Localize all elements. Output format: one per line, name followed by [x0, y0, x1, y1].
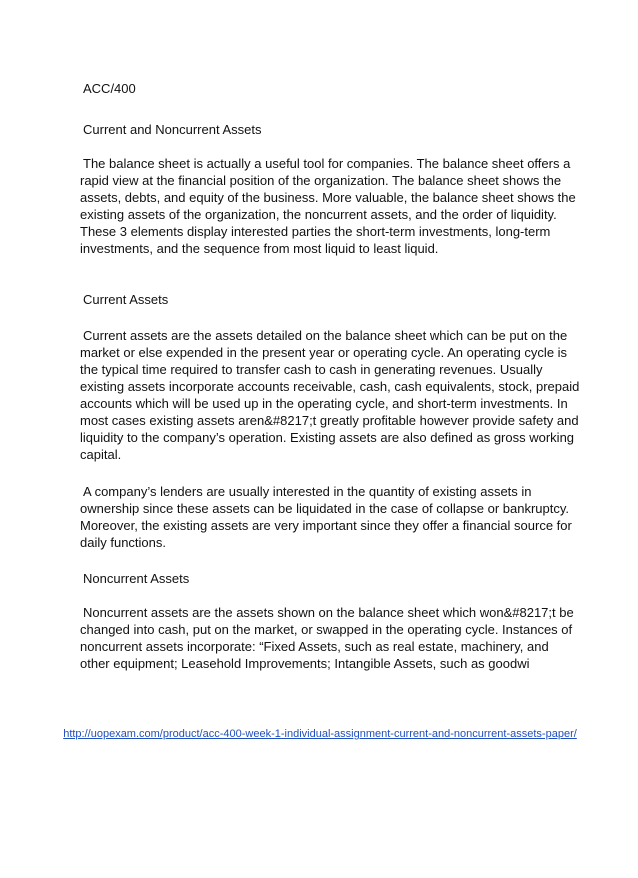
intro-paragraph: The balance sheet is actually a useful tool for companies. The balance sheet offers a rapid view at the financial position of the organization. The balance sheet shows the assets, debts, and equity of the business. More valuable, the balance sheet shows the existing assets of the organization, the noncurrent assets, and the order of liquidity. These 3 elements display interested parties the short-term investments, long-term investments, and the sequence from most liquid to least liquid. [80, 156, 576, 256]
course-code: ACC/400 [83, 81, 136, 96]
document-title: Current and Noncurrent Assets [83, 122, 262, 137]
current-assets-heading: Current Assets [83, 292, 169, 307]
noncurrent-assets-heading: Noncurrent Assets [83, 571, 190, 586]
noncurrent-assets-paragraph: Noncurrent assets are the assets shown on the balance sheet which won&#8217;t be changed into cash, put on the market, or swapped in the operating cycle. Instances of noncurrent assets incorporate: “Fixed Assets, such as real estate, machinery, and other equipment; Leasehold Improvements; Intangible Assets, such as goodwi [80, 605, 574, 671]
source-link[interactable]: http://uopexam.com/product/acc-400-week-1-individual-assignment-current-and-noncurrent-assets-paper/ [63, 728, 577, 740]
current-assets-paragraph-2: A company’s lenders are usually interested in the quantity of existing assets in ownership since these assets can be liquidated in the case of collapse or bankruptcy. Moreover, the existing assets are very important since they offer a financial source for daily functions. [80, 484, 572, 550]
current-assets-paragraph-1: Current assets are the assets detailed on the balance sheet which can be put on the market or else expended in the present year or operating cycle. An operating cycle is the typical time required to transfer cash to cash in generating revenues. Usually existing assets incorporate accounts receivable, cash, cash equivalents, stock, prepaid accounts which will be used up in the operating cycle, and short-term investments. In most cases existing assets aren&#8217;t greatly profitable however provide safety and liquidity to the company’s operation. Existing assets are also defined as gross working capital. [80, 328, 580, 462]
